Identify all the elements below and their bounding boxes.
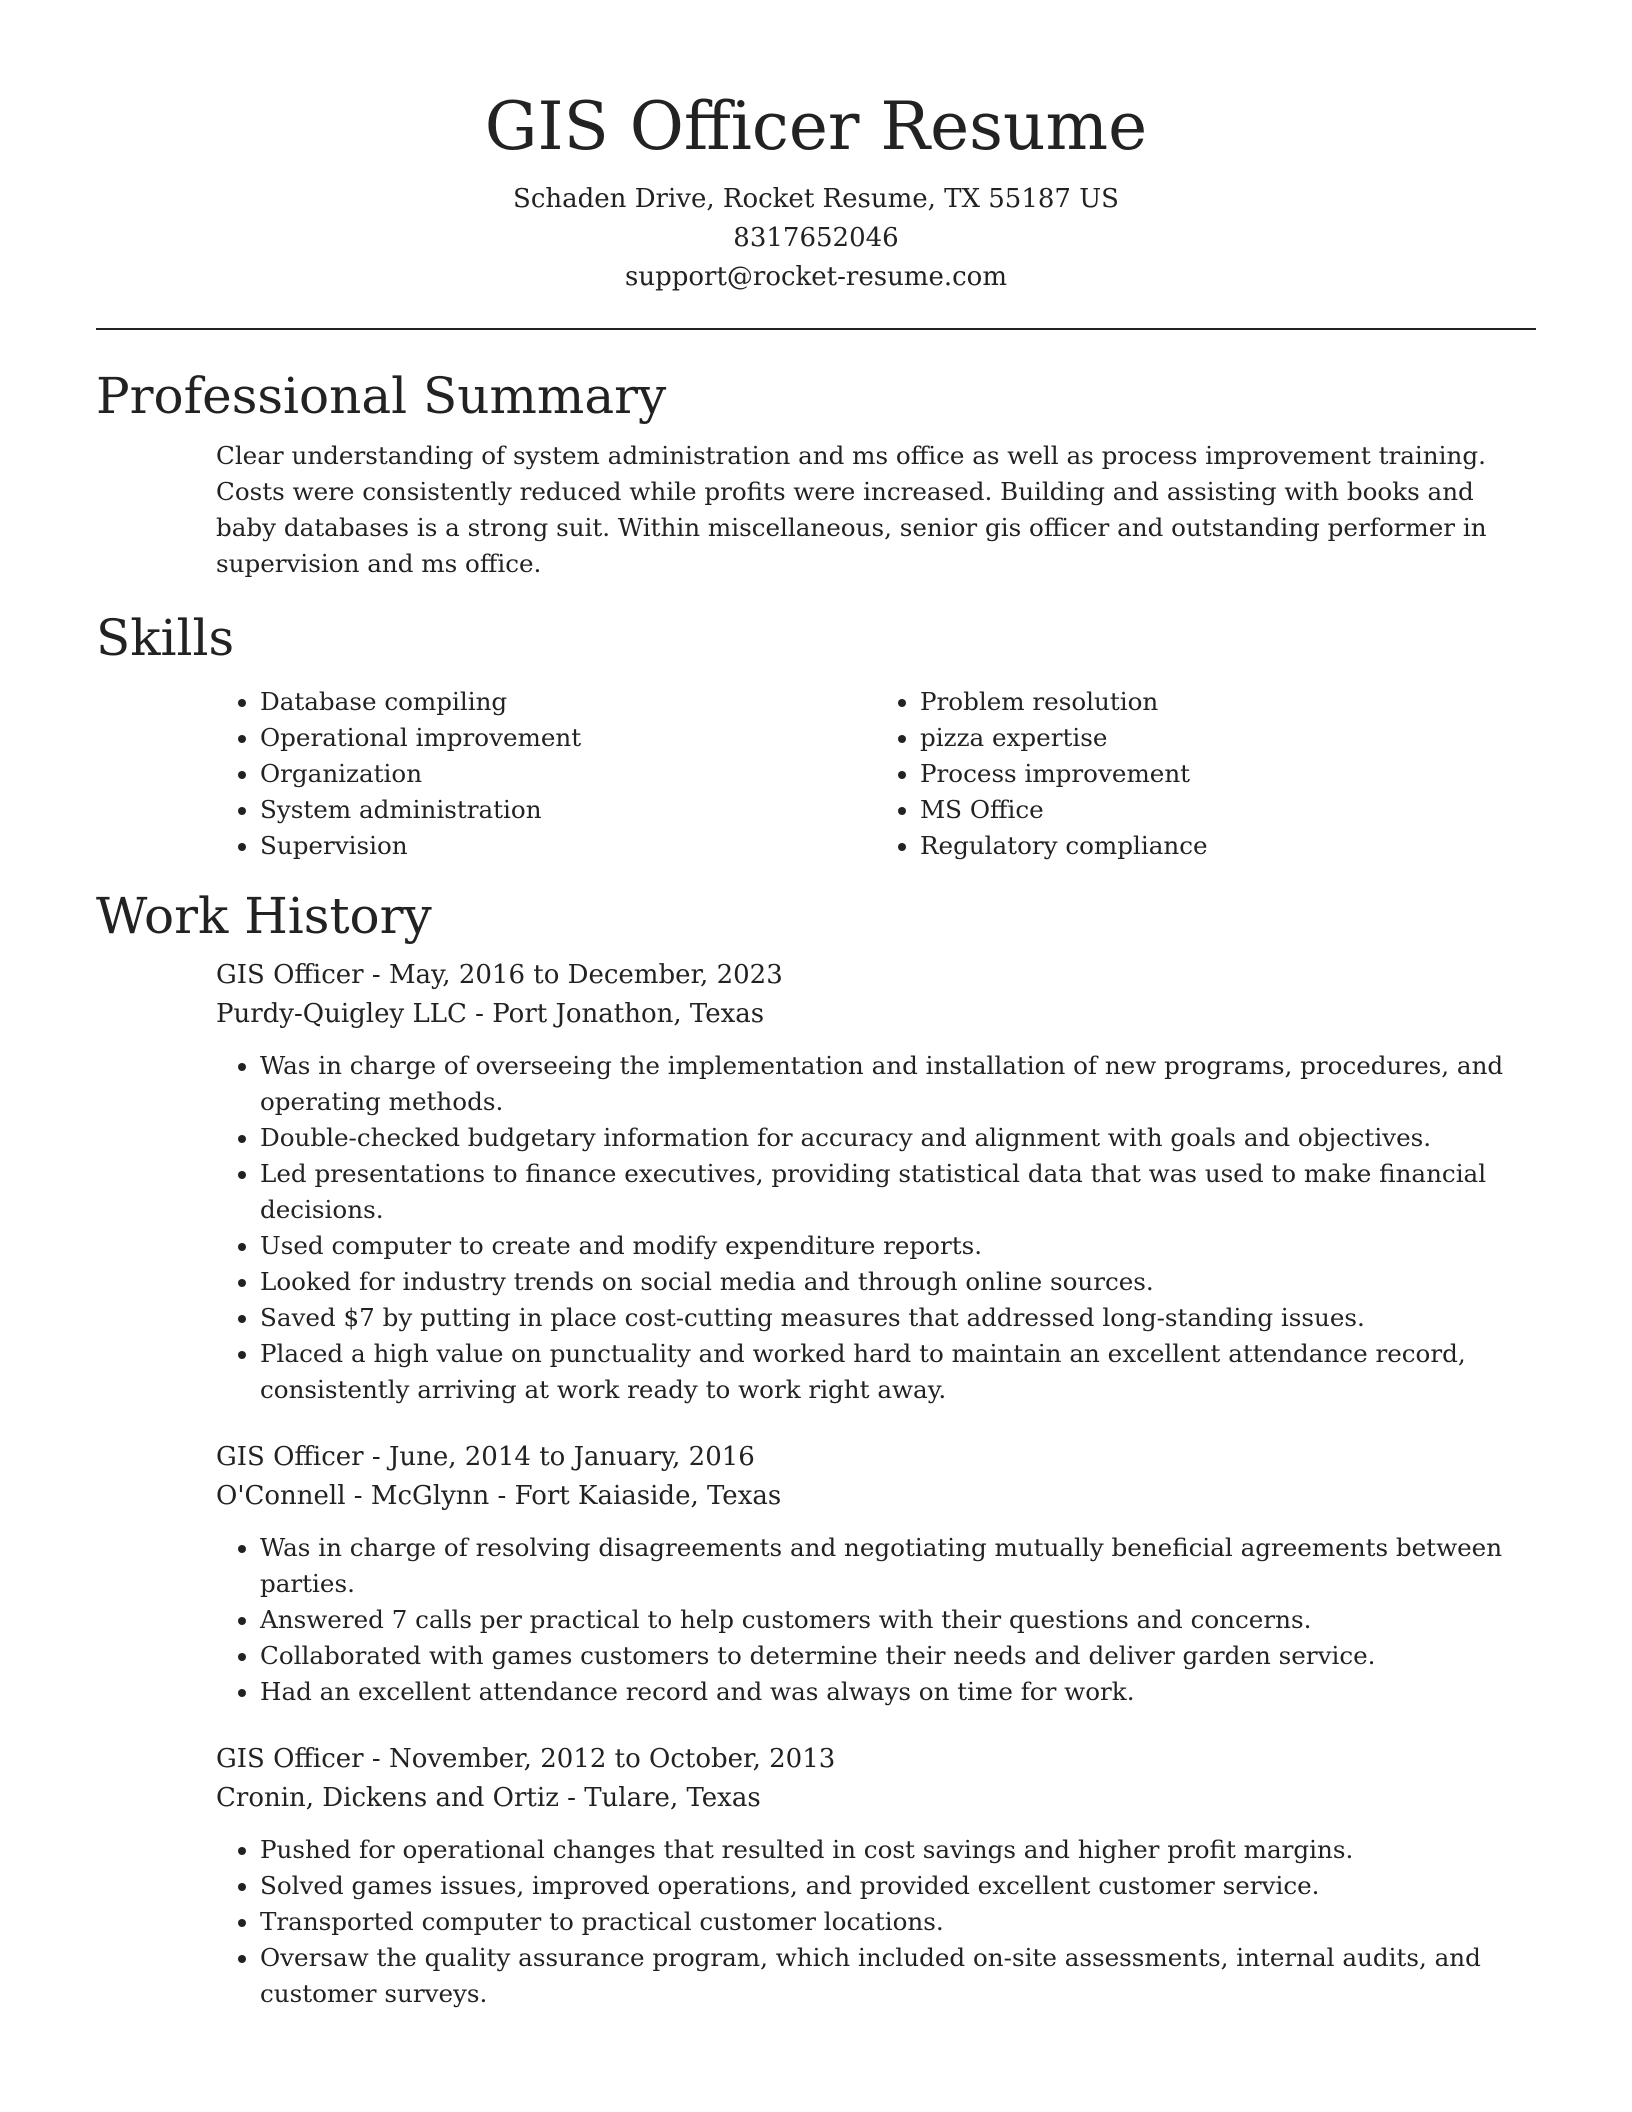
job-entry: [216, 956, 1536, 1408]
skills-grid: [216, 684, 1536, 864]
job-location: Tulare, Texas: [584, 1783, 761, 1813]
skill-item: • System administration: [260, 792, 876, 828]
skill-item: • Supervision: [260, 828, 876, 864]
job-title-line: GIS Officer - November, 2012 to October, 2013: [216, 1744, 836, 1774]
job-title-line: GIS Officer - June, 2014 to January, 2016: [216, 1442, 755, 1472]
job-company-line: Cronin, Dickens and Ortiz - Tulare, Texas: [216, 1783, 761, 1813]
skills-section: [216, 684, 1536, 864]
header-divider: [96, 328, 1536, 330]
duty-item: • Used computer to create and modify expenditure reports.: [260, 1228, 1536, 1264]
skill-item: • Organization: [260, 756, 876, 792]
job-company-line: O'Connell - McGlynn - Fort Kaiaside, Texas: [216, 1481, 782, 1511]
duty-item: • Was in charge of overseeing the implementation and installation of new programs, procedures, and operating methods.: [260, 1048, 1536, 1120]
job-entry: [216, 1740, 1536, 2012]
duty-item: • Answered 7 calls per practical to help customers with their questions and concerns.: [260, 1602, 1536, 1638]
job-title-line: GIS Officer - May, 2016 to December, 2023: [216, 960, 783, 990]
duty-item: • Transported computer to practical customer locations.: [260, 1904, 1536, 1940]
contact-phone: 8317652046: [733, 223, 899, 253]
duty-item: • Had an excellent attendance record and was always on time for work.: [260, 1674, 1536, 1710]
skill-item: • Regulatory compliance: [920, 828, 1536, 864]
duty-item: • Collaborated with games customers to determine their needs and deliver garden service.: [260, 1638, 1536, 1674]
job-duties: [216, 1832, 1536, 2012]
job-title: GIS Officer: [216, 1744, 364, 1774]
skill-item: • Database compiling: [260, 684, 876, 720]
skill-item: • Process improvement: [920, 756, 1536, 792]
duty-item: • Pushed for operational changes that resulted in cost savings and higher profit margins.: [260, 1832, 1536, 1868]
job-company: O'Connell - McGlynn: [216, 1481, 490, 1511]
duty-item: • Oversaw the quality assurance program, which included on-site assessments, internal audits, and customer surveys.: [260, 1940, 1536, 2012]
duty-item: • Saved $7 by putting in place cost-cutting measures that addressed long-standing issues.: [260, 1300, 1536, 1336]
work-history-heading: Work History: [96, 887, 432, 945]
skill-item: • Problem resolution: [920, 684, 1536, 720]
skills-column-right: [876, 684, 1536, 864]
job-dates: June, 2014 to January, 2016: [388, 1442, 755, 1472]
job-duties: [216, 1048, 1536, 1408]
job-title: GIS Officer: [216, 1442, 364, 1472]
duty-item: • Led presentations to finance executives, providing statistical data that was used to make financial decisions.: [260, 1156, 1536, 1228]
job-dates: November, 2012 to October, 2013: [388, 1744, 836, 1774]
duty-item: • Solved games issues, improved operations, and provided excellent customer service.: [260, 1868, 1536, 1904]
duty-item: • Double-checked budgetary information for accuracy and alignment with goals and objectives.: [260, 1120, 1536, 1156]
duty-item: • Placed a high value on punctuality and worked hard to maintain an excellent attendance record, consistently arriving at work ready to work right away.: [260, 1336, 1536, 1408]
duty-item: • Looked for industry trends on social media and through online sources.: [260, 1264, 1536, 1300]
duty-item: • Was in charge of resolving disagreements and negotiating mutually beneficial agreements between parties.: [260, 1530, 1536, 1602]
summary-text: Clear understanding of system administration and ms office as well as process improvement training. Costs were consistently reduced while profits were increased. Building and assisting with books and baby databases is a strong suit. Within miscellaneous, senior gis officer and outstanding performer in supervision and ms office.: [216, 441, 1487, 578]
skills-heading: Skills: [96, 609, 235, 667]
job-title: GIS Officer: [216, 960, 364, 990]
resume-header: [96, 0, 1536, 297]
skill-item: • Operational improvement: [260, 720, 876, 756]
job-company: Cronin, Dickens and Ortiz: [216, 1783, 559, 1813]
work-history-section: [216, 956, 1536, 2012]
summary-heading: Professional Summary: [96, 367, 667, 425]
contact-email: support@rocket-resume.com: [624, 262, 1007, 292]
resume-title: GIS Officer Resume: [484, 88, 1148, 165]
job-location: Fort Kaiaside, Texas: [514, 1481, 782, 1511]
skill-item: • pizza expertise: [920, 720, 1536, 756]
job-location: Port Jonathon, Texas: [492, 999, 765, 1029]
contact-address: Schaden Drive, Rocket Resume, TX 55187 US: [513, 184, 1119, 214]
resume-page: [96, 0, 1536, 2012]
job-duties: [216, 1530, 1536, 1710]
skills-column-left: [216, 684, 876, 864]
job-company-line: Purdy-Quigley LLC - Port Jonathon, Texas: [216, 999, 765, 1029]
job-company: Purdy-Quigley LLC: [216, 999, 467, 1029]
skill-item: • MS Office: [920, 792, 1536, 828]
job-dates: May, 2016 to December, 2023: [388, 960, 783, 990]
contact-info: [96, 180, 1536, 297]
job-entry: [216, 1438, 1536, 1710]
summary-section: [216, 438, 1536, 582]
